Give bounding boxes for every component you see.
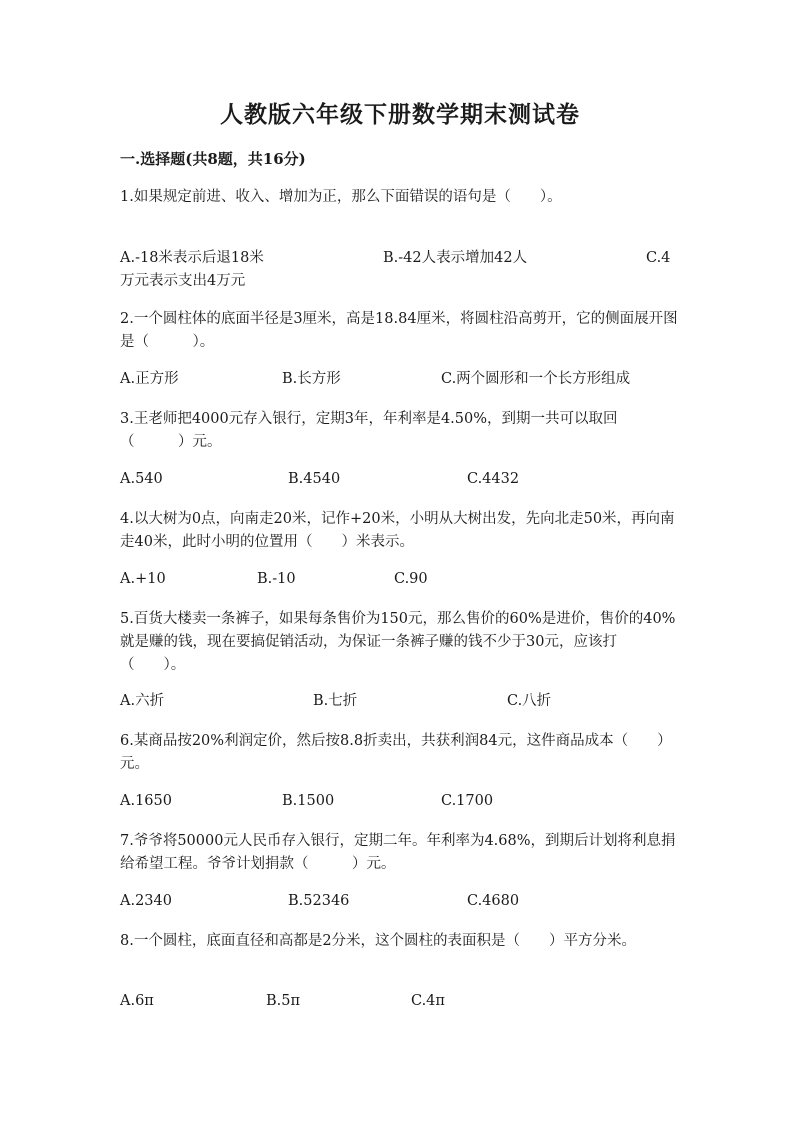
question-2: 2.一个圆柱体的底面半径是3厘米，高是18.84厘米，将圆柱沿高剪开，它的侧面展开图是（ ）。	[120, 311, 678, 350]
question-8-option-b: B.5π	[266, 993, 301, 1009]
question-7-option-b: B.52346	[288, 893, 350, 909]
question-3-options	[120, 468, 680, 491]
section-heading: 一.选择题(共8题，共16分)	[120, 150, 306, 168]
question-4-option-c: C.90	[394, 571, 428, 587]
question-5: 5.百货大楼卖一条裤子，如果每条售价为150元，那么售价的60%是进价，售价的40%就是赚的钱，现在要搞促销活动，为保证一条裤子赚的钱不少于30元，应该打（ ）。	[120, 611, 676, 673]
question-4-option-b: B.-10	[257, 571, 296, 587]
question-3: 3.王老师把4000元存入银行，定期3年，年利率是4.50%，到期一共可以取回（ ）元。	[120, 411, 618, 450]
question-6-option-a: A.1650	[120, 793, 172, 809]
question-8-options	[120, 990, 680, 1013]
question-2-option-a: A.正方形	[120, 371, 179, 387]
question-1-option-c: C.4	[646, 250, 671, 266]
question-2-option-b: B.长方形	[282, 371, 341, 387]
question-2-options	[120, 368, 680, 391]
question-3-option-c: C.4432	[467, 471, 520, 487]
question-7-options	[120, 890, 680, 913]
question-6-option-c: C.1700	[441, 793, 494, 809]
question-7-option-a: A.2340	[120, 893, 172, 909]
question-7-option-c: C.4680	[467, 893, 520, 909]
question-4-option-a: A.+10	[120, 571, 166, 587]
question-2-option-c: C.两个圆形和一个长方形组成	[441, 371, 631, 387]
question-1-option-c-continuation: 万元表示支出4万元	[120, 273, 246, 289]
page-title: 人教版六年级下册数学期末测试卷	[220, 101, 580, 128]
question-1-option-b: B.-42人表示增加42人	[383, 250, 528, 266]
question-1: 1.如果规定前进、收入、增加为正，那么下面错误的语句是（ ）。	[120, 189, 562, 205]
question-6: 6.某商品按20%利润定价，然后按8.8折卖出，共获利润84元，这件商品成本（ ）元。	[120, 733, 672, 772]
question-8-option-c: C.4π	[411, 993, 445, 1009]
question-5-option-b: B.七折	[313, 693, 358, 709]
question-6-options	[120, 790, 680, 813]
question-8: 8.一个圆柱，底面直径和高都是2分米，这个圆柱的表面积是（ ）平方分米。	[120, 933, 637, 949]
question-3-option-b: B.4540	[288, 471, 341, 487]
question-4-options	[120, 568, 680, 591]
question-5-option-c: C.八折	[507, 693, 552, 709]
question-5-option-a: A.六折	[120, 693, 165, 709]
question-1-option-a: A.-18米表示后退18米	[120, 250, 264, 266]
question-5-options	[120, 690, 680, 713]
question-4: 4.以大树为0点，向南走20米，记作+20米，小明从大树出发，先向北走50米，再向南走40米，此时小明的位置用（ ）米表示。	[120, 511, 675, 550]
question-1-options	[120, 247, 680, 270]
question-6-option-b: B.1500	[282, 793, 335, 809]
question-7: 7.爷爷将50000元人民币存入银行，定期二年。年利率为4.68%，到期后计划将利息捐给希望工程。爷爷计划捐款（ ）元。	[120, 833, 676, 872]
question-3-option-a: A.540	[120, 471, 163, 487]
question-8-option-a: A.6π	[120, 993, 154, 1009]
